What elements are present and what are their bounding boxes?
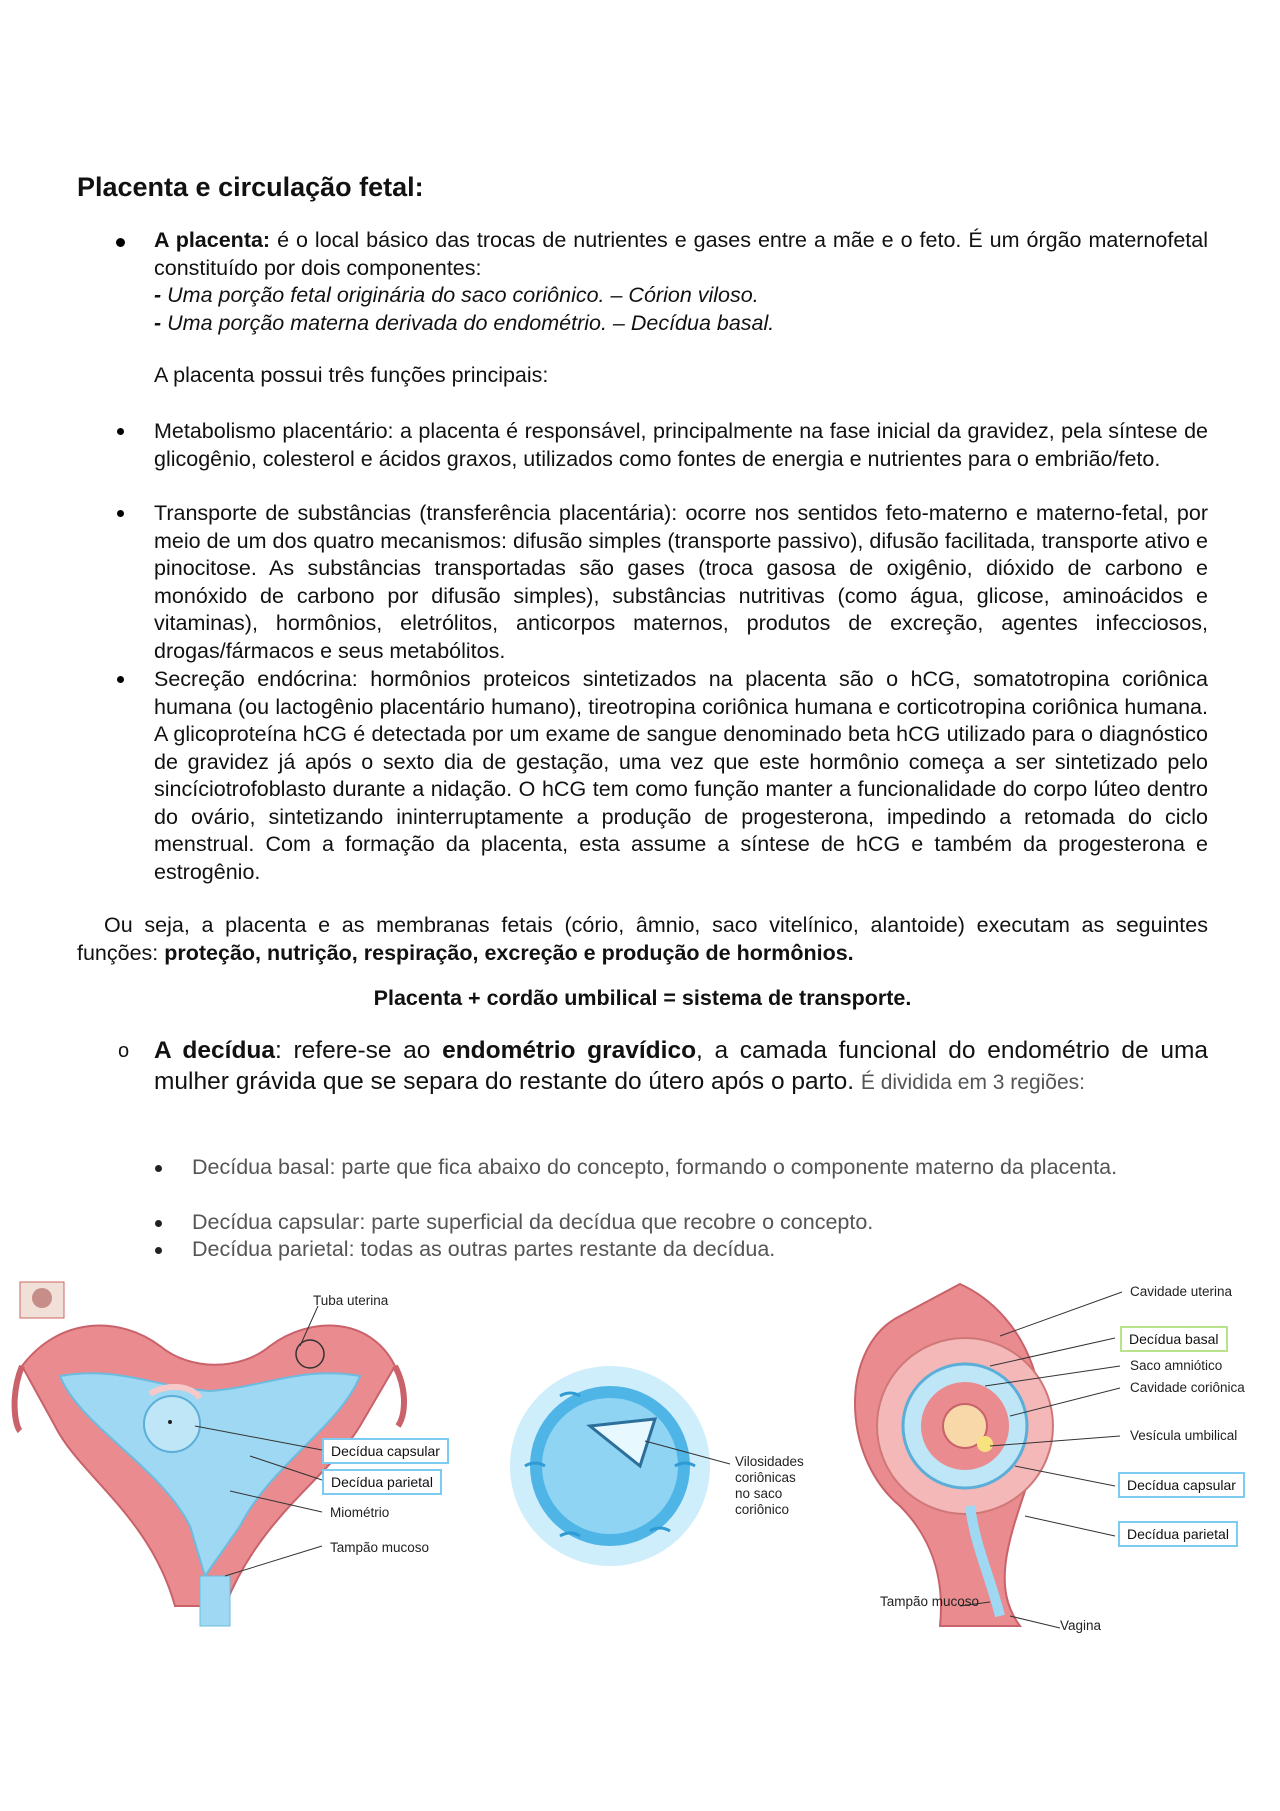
decidua-paragraph: [154, 1035, 1208, 1098]
decidua-region: Decídua parietal: todas as outras partes restante da decídua.: [192, 1237, 776, 1261]
bullet-dot: [155, 1165, 162, 1172]
label-tampao-mucoso: Tampão mucoso: [330, 1540, 430, 1555]
transport-line: Placenta + cordão umbilical = sistema de transporte.: [373, 986, 912, 1010]
pregnant-uterus-drawing: [855, 1284, 1053, 1626]
placenta-paragraph: [154, 227, 1208, 337]
label-decidua-capsular: Decídua capsular: [322, 1438, 449, 1464]
summary-text: Ou seja, a placenta e as membranas fetais (cório, âmnio, saco vitelínico, alantoide) executam as seguintes funções:: [77, 913, 1208, 965]
label-vesicula-umbilical: Vesícula umbilical: [1130, 1428, 1238, 1443]
bullet-dot: [155, 1247, 162, 1254]
function-item: Secreção endócrina: hormônios proteicos sintetizados na placenta são o hCG, somatotropina coriônica humana (ou lactogênio placentário humano), tireotropina coriônica humana e corticotropina coriônica humana. A glicoproteína hCG é detectada por um exame de sangue denominado beta hCG utilizado para o diagnóstico de gravidez já após o sexto dia de gestação, uma vez que este hormônio começa a ser sintetizado pelo sincíciotrofoblasto durante a nidação. O hCG tem como função manter a funcionalidade do corpo lúteo dentro do ovário, sintetizando ininterruptamente a produção de progesterona, impedindo a retomada do ciclo menstrual. Com a formação da placenta, esta assume a síntese de hCG e também da progesterona e estrogênio.: [154, 667, 1208, 884]
chorionic-sac-drawing: [510, 1366, 710, 1566]
bullet-dot: [117, 428, 124, 435]
label-decidua-basal: Decídua basal: [1120, 1326, 1228, 1352]
label-vilosidades: [735, 1454, 804, 1518]
bullet-dot: [117, 676, 124, 683]
summary-bold: proteção, nutrição, respiração, excreção e produção de hormônios.: [164, 940, 854, 965]
label-cavidade-corionica: Cavidade coriônica: [1130, 1380, 1245, 1395]
label-decidua-parietal: Decídua parietal: [322, 1469, 442, 1495]
bullet-dot: [116, 238, 125, 247]
label-saco-amniotico: Saco amniótico: [1130, 1358, 1223, 1373]
bullet-dot: [117, 510, 124, 517]
label-miometrio: Miométrio: [330, 1505, 390, 1520]
decidua-region: Decídua basal: parte que fica abaixo do concepto, formando o componente materno da placenta.: [192, 1155, 1118, 1179]
placenta-text: é o local básico das trocas de nutrientes e gases entre a mãe e o feto. É um órgão maternofetal constituído por dois componentes:: [154, 228, 1208, 280]
placenta-maternal-line: Uma porção materna derivada do endométrio. – Decídua basal.: [167, 310, 775, 335]
page-title: Placenta e circulação fetal:: [77, 172, 424, 202]
placenta-fetal-line: Uma porção fetal originária do saco coriônico. – Córion viloso.: [167, 283, 759, 307]
bullet-dot: [155, 1220, 162, 1227]
decidua-text: , a camada funcional do endométrio de uma mulher grávida que se separa do restante do útero após o parto.: [154, 1037, 1208, 1095]
label-tampao-mucoso-right: Tampão mucoso: [880, 1594, 980, 1609]
label-decidua-parietal-right: Decídua parietal: [1118, 1521, 1238, 1547]
placenta-term: A placenta:: [154, 228, 271, 252]
function-item: Transporte de substâncias (transferência placentária): ocorre nos sentidos feto-materno e materno-fetal, por meio de um dos quatro mecanismos: difusão simples (transporte passivo), difusão facilitada, transporte ativo e pinocitose. As substâncias transportadas são gases (troca gasosa de oxigênio, dióxido de carbono e monóxido de carbono por difusão simples), substâncias nutritivas (como água, glicose, aminoácidos e vitaminas), hormônios, eletrólitos, anticorpos maternos, produtos de excreção, agentes infecciosos, drogas/fármacos e seus metabólitos.: [154, 501, 1208, 663]
dash: -: [154, 310, 168, 335]
decidua-figure: [0, 1276, 1280, 1636]
label-tuba-uterina: Tuba uterina: [313, 1293, 389, 1308]
label-cavidade-uterina: Cavidade uterina: [1130, 1284, 1233, 1299]
functions-intro: A placenta possui três funções principais:: [154, 363, 549, 387]
decidua-text: : refere-se ao: [275, 1037, 443, 1064]
label-line: coriônico: [735, 1502, 790, 1517]
decidua-term: A decídua: [154, 1037, 276, 1064]
label-line: Vilosidades: [735, 1454, 804, 1469]
summary-paragraph: [77, 912, 1208, 967]
list-marker: o: [118, 1040, 130, 1062]
label-line: no saco: [735, 1486, 783, 1501]
label-vagina: Vagina: [1060, 1618, 1102, 1633]
label-line: coriônicas: [735, 1470, 796, 1485]
figure-drawing: [0, 1276, 1280, 1636]
decidua-grey-text: É dividida em 3 regiões:: [860, 1071, 1085, 1094]
function-item: Metabolismo placentário: a placenta é responsável, principalmente na fase inicial da gravidez, pela síntese de glicogênio, colesterol e ácidos graxos, utilizados como fontes de energia e nutrientes para o embrião/feto.: [154, 419, 1208, 471]
decidua-region: Decídua capsular: parte superficial da decídua que recobre o concepto.: [192, 1210, 874, 1234]
decidua-bold: endométrio gravídico: [442, 1037, 697, 1064]
dash: -: [154, 283, 168, 307]
label-decidua-capsular-right: Decídua capsular: [1118, 1472, 1245, 1498]
